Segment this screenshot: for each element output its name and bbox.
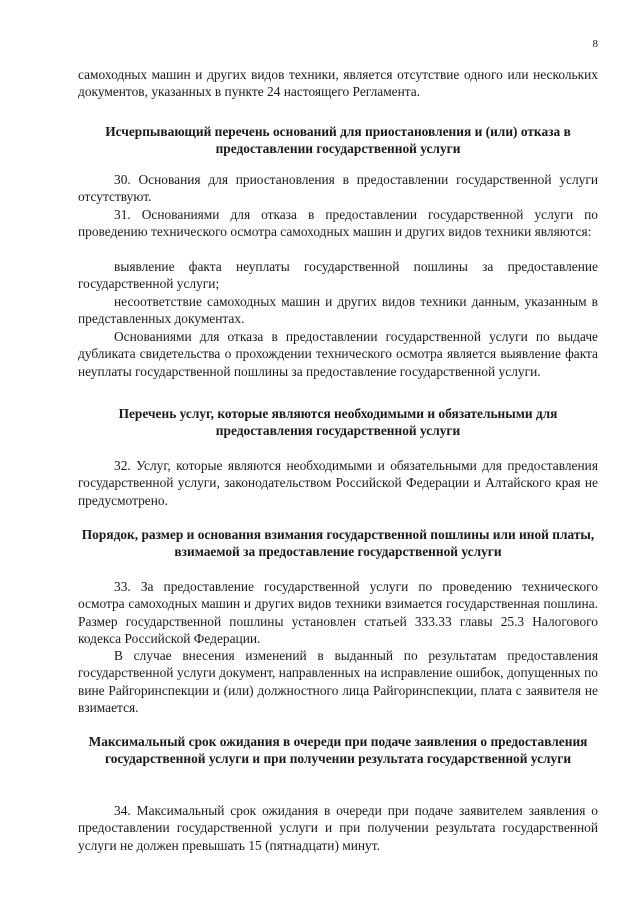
- paragraph-34: 34. Максимальный срок ожидания в очереди при подаче заявителем заявления о предоставлении государственной услуги и при получении результата государственной услуги не должен превышать 15 (пятнадцати) минут.: [78, 803, 598, 853]
- section-title-grounds: Исчерпывающий перечень оснований для приостановления и (или) отказа в предоставлении государственной услуги: [105, 124, 571, 157]
- paragraph-32: 32. Услуг, которые являются необходимыми и обязательными для предоставления государственной услуги, законодательством Российской Федерации и Алтайского края не предусмотрено.: [78, 458, 598, 508]
- paragraph-33: 33. За предоставление государственной услуги по проведению технического осмотра самоходных машин и других видов техники взимается государственная пошлина. Размер государственной пошлины установлен статьей 333.33 главы 25.3 Налогового кодекса Российской Федерации.: [78, 579, 598, 647]
- paragraph-duplicate: Основаниями для отказа в предоставлении государственной услуги по выдаче дубликата свидетельства о прохождении технического осмотра является выявление факта неуплаты государственной пошлины за предоставление государственной услуги.: [78, 329, 598, 379]
- section-title-services: Перечень услуг, которые являются необходимыми и обязательными для предоставления государственной услуги: [118, 406, 558, 439]
- list-item-unpaid-fee: выявление факта неуплаты государственной пошлины за предоставление государственной услуги;: [78, 259, 598, 292]
- page-number: 8: [592, 38, 598, 50]
- paragraph-31: 31. Основаниями для отказа в предоставлении государственной услуги по проведению технического осмотра самоходных машин и других видов техники являются:: [78, 207, 598, 240]
- paragraph-33-note: В случае внесения изменений в выданный по результатам предоставления государственной услуги документ, направленных на исправление ошибок, допущенных по вине Райгоринспекции и (или) должностного лица Райгоринспекции, плата с заявителя не взимается.: [78, 648, 598, 716]
- paragraph-30: 30. Основания для приостановления в предоставлении государственной услуги отсутствуют.: [78, 172, 598, 205]
- intro-paragraph: самоходных машин и других видов техники, является отсутствие одного или нескольких документов, указанных в пункте 24 настоящего Регламента.: [78, 67, 598, 100]
- section-title-fee: Порядок, размер и основания взимания государственной пошлины или иной платы, взимаемой за предоставление государственной услуги: [81, 527, 595, 560]
- section-title-queue: Максимальный срок ожидания в очереди при подаче заявления о предоставления государственной услуги и при получении результата государственной услуги: [88, 734, 588, 767]
- list-item-mismatch: несоответствие самоходных машин и других видов техники данным, указанным в представленных документах.: [78, 294, 598, 327]
